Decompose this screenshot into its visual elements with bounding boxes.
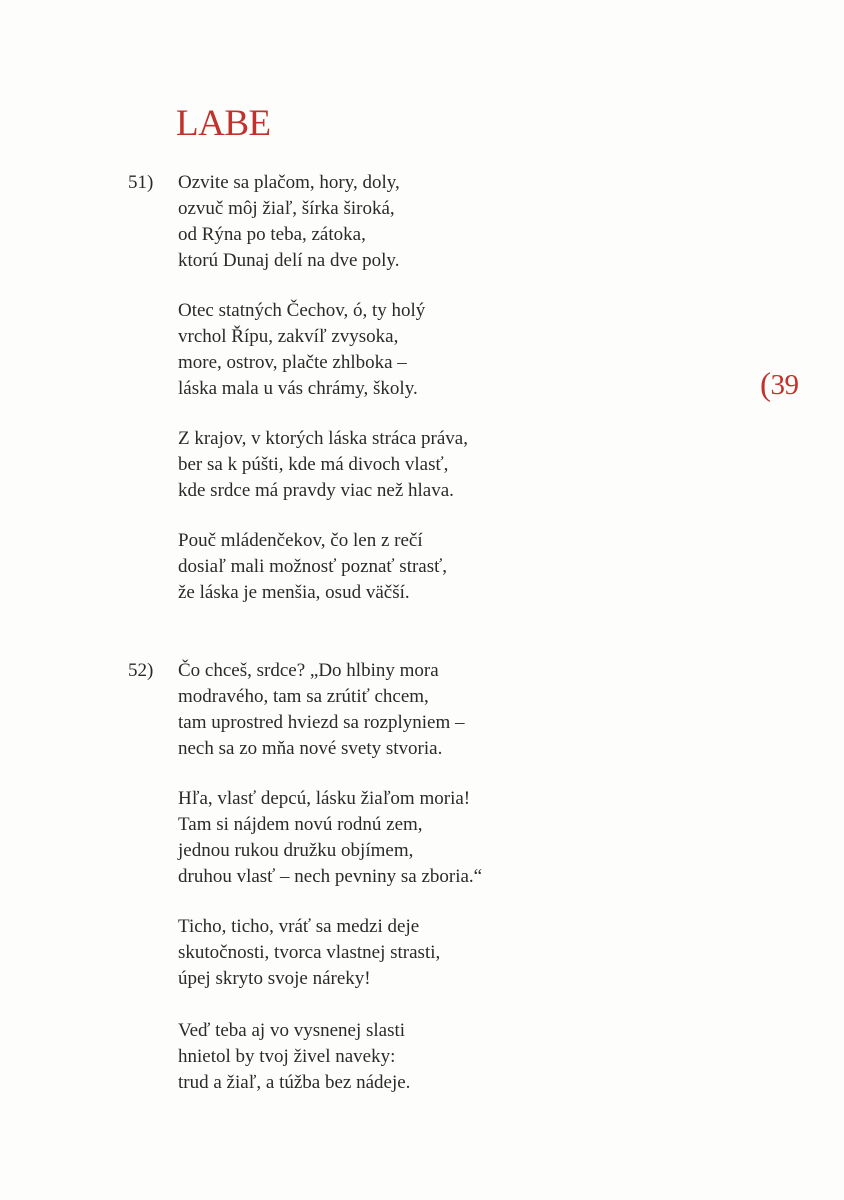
verse-line: hnietol by tvoj živel naveky: [178, 1046, 396, 1067]
verse-line: Čo chceš, srdce? „Do hlbiny mora [178, 660, 439, 681]
verse-line: od Rýna po teba, zátoka, [178, 224, 366, 245]
verse-line: ber sa k púšti, kde má divoch vlasť, [178, 454, 449, 475]
poem-number: 52) [128, 660, 154, 681]
verse-line: láska mala u vás chrámy, školy. [178, 378, 418, 399]
verse-line: Ticho, ticho, vráť sa medzi deje [178, 916, 420, 937]
verse-line: kde srdce má pravdy viac než hlava. [178, 480, 454, 501]
page-number-bracket: ( [760, 367, 771, 403]
verse-line: ktorú Dunaj delí na dve poly. [178, 250, 400, 271]
stanza [178, 786, 698, 890]
stanza [178, 1018, 698, 1096]
verse-line: Otec statných Čechov, ó, ty holý [178, 300, 426, 321]
poem-number: 51) [128, 172, 154, 193]
verse-line: Z krajov, v ktorých láska stráca práva, [178, 428, 468, 449]
verse-line: modravého, tam sa zrútiť chcem, [178, 686, 429, 707]
verse-line: Hľa, vlasť depcú, lásku žiaľom moria! [178, 788, 471, 809]
verse-line: jednou rukou družku objímem, [178, 840, 414, 861]
page-number [760, 366, 799, 403]
stanza [178, 426, 698, 504]
verse-line: že láska je menšia, osud väčší. [178, 582, 410, 603]
verse-line: tam uprostred hviezd sa rozplyniem – [178, 712, 465, 733]
verse-line: trud a žiaľ, a túžba bez nádeje. [178, 1072, 411, 1093]
stanza [178, 914, 698, 992]
page-title: LABE [176, 103, 271, 144]
page-number-value: 39 [770, 369, 799, 401]
verse-line: druhou vlasť – nech pevniny sa zboria.“ [178, 866, 483, 887]
verse-line: Tam si nájdem novú rodnú zem, [178, 814, 423, 835]
verse-line: dosiaľ mali možnosť poznať strasť, [178, 556, 447, 577]
verse-line: Veď teba aj vo vysnenej slasti [178, 1020, 406, 1041]
verse-line: vrchol Řípu, zakvíľ zvysoka, [178, 326, 399, 347]
verse-line: úpej skryto svoje náreky! [178, 968, 371, 989]
stanza [178, 170, 698, 274]
stanza [178, 528, 698, 606]
verse-line: more, ostrov, plačte zhlboka – [178, 352, 407, 373]
stanza [178, 298, 698, 402]
stanza [178, 658, 698, 762]
verse-line: Pouč mládenčekov, čo len z rečí [178, 530, 423, 551]
verse-line: skutočnosti, tvorca vlastnej strasti, [178, 942, 441, 963]
verse-line: Ozvite sa plačom, hory, doly, [178, 172, 400, 193]
verse-line: nech sa zo mňa nové svety stvoria. [178, 738, 443, 759]
verse-line: ozvuč môj žiaľ, šírka široká, [178, 198, 395, 219]
